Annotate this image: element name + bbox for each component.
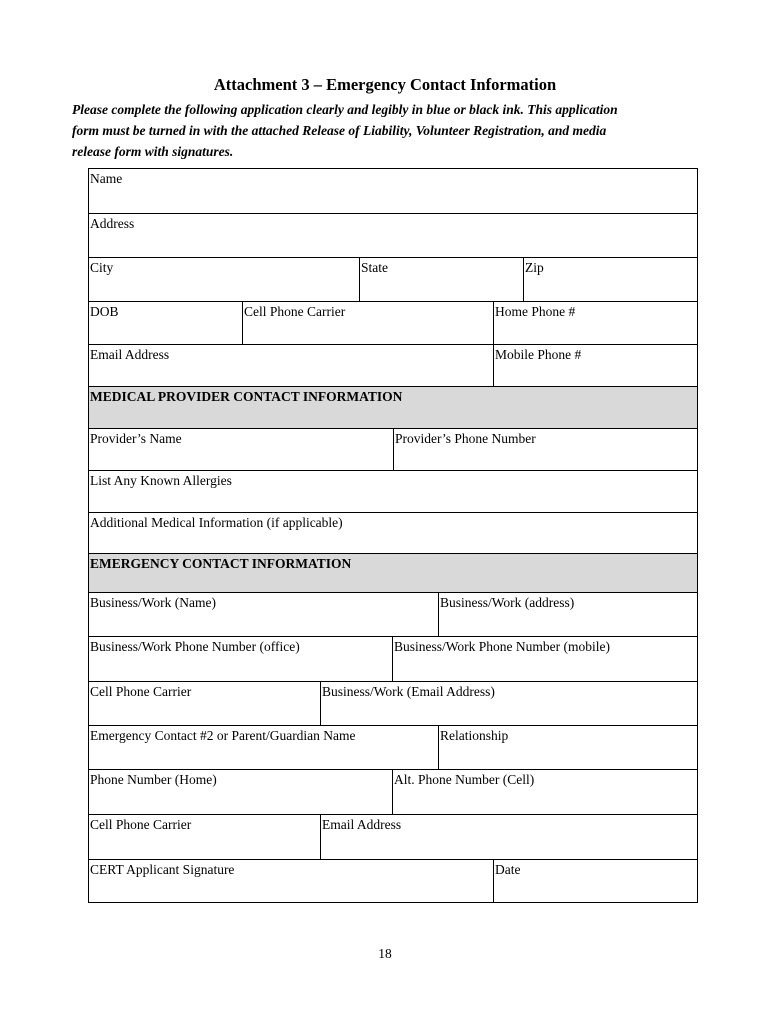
name-field[interactable] — [89, 169, 697, 213]
emergency-cell-carrier-label: Cell Phone Carrier — [90, 684, 192, 699]
address-label: Address — [90, 216, 135, 231]
business-email-field[interactable] — [320, 682, 697, 725]
emergency-email-field[interactable] — [320, 815, 697, 859]
row-signature-date — [89, 859, 697, 903]
emergency-cell-carrier-2-label: Cell Phone Carrier — [90, 817, 192, 832]
business-phone-office-label: Business/Work Phone Number (office) — [90, 639, 300, 654]
row-carrier-email — [89, 814, 697, 859]
cell-phone-carrier-label: Cell Phone Carrier — [244, 304, 346, 319]
allergies-field[interactable] — [89, 471, 697, 512]
relationship-field[interactable] — [438, 726, 697, 769]
providers-name-label: Provider’s Name — [90, 431, 182, 446]
additional-medical-field[interactable] — [89, 513, 697, 553]
providers-phone-field[interactable] — [393, 429, 697, 470]
page-title: Attachment 3 – Emergency Contact Information — [213, 75, 557, 94]
instructions-line-1: Please complete the following application clearly and legibly in blue or black ink. This application — [72, 102, 618, 117]
name-label: Name — [90, 171, 123, 186]
state-label: State — [361, 260, 388, 275]
business-address-label: Business/Work (address) — [440, 595, 575, 610]
instructions — [72, 99, 692, 162]
row-carrier-business-email — [89, 681, 697, 725]
row-address — [89, 213, 697, 257]
business-phone-office-field[interactable] — [89, 637, 392, 681]
row-email-mobile — [89, 344, 697, 386]
email-address-label: Email Address — [90, 347, 170, 362]
medical-section-heading: MEDICAL PROVIDER CONTACT INFORMATION — [90, 389, 403, 404]
emergency-cell-carrier-field[interactable] — [89, 682, 320, 725]
providers-name-field[interactable] — [89, 429, 393, 470]
dob-label: DOB — [90, 304, 119, 319]
emergency-email-label: Email Address — [322, 817, 402, 832]
row-dob-carrier-home — [89, 301, 697, 344]
signature-label: CERT Applicant Signature — [90, 862, 235, 877]
alt-phone-cell-field[interactable] — [392, 770, 697, 814]
city-label: City — [90, 260, 114, 275]
emergency-section-heading: EMERGENCY CONTACT INFORMATION — [90, 556, 352, 571]
row-additional-medical — [89, 512, 697, 553]
emergency-section-heading-row — [89, 553, 697, 592]
relationship-label: Relationship — [440, 728, 509, 743]
row-provider — [89, 428, 697, 470]
alt-phone-cell-label: Alt. Phone Number (Cell) — [394, 772, 535, 787]
row-name — [89, 169, 697, 213]
business-name-label: Business/Work (Name) — [90, 595, 217, 610]
row-business-phones — [89, 636, 697, 681]
instructions-line-2: form must be turned in with the attached Release of Liability, Volunteer Registration, and media — [72, 123, 607, 138]
email-address-field[interactable] — [89, 345, 493, 386]
address-field[interactable] — [89, 214, 697, 257]
mobile-phone-label: Mobile Phone # — [495, 347, 582, 362]
business-phone-mobile-field[interactable] — [392, 637, 697, 681]
additional-medical-label: Additional Medical Information (if applicable) — [90, 515, 343, 530]
contact2-name-field[interactable] — [89, 726, 438, 769]
row-home-alt-phone — [89, 769, 697, 814]
emergency-contact-form — [88, 168, 698, 903]
mobile-phone-field[interactable] — [493, 345, 697, 386]
page-number: 18 — [378, 946, 392, 961]
emergency-cell-carrier-2-field[interactable] — [89, 815, 320, 859]
instructions-line-3: release form with signatures. — [72, 144, 234, 159]
phone-home-field[interactable] — [89, 770, 392, 814]
medical-section-heading-row — [89, 386, 697, 428]
home-phone-field[interactable] — [493, 302, 697, 344]
row-contact2-relationship — [89, 725, 697, 769]
zip-label: Zip — [525, 260, 544, 275]
cell-phone-carrier-field[interactable] — [242, 302, 493, 344]
phone-home-label: Phone Number (Home) — [90, 772, 217, 787]
business-address-field[interactable] — [438, 593, 697, 636]
providers-phone-label: Provider’s Phone Number — [395, 431, 536, 446]
row-city-state-zip — [89, 257, 697, 301]
business-email-label: Business/Work (Email Address) — [322, 684, 495, 699]
signature-field[interactable] — [89, 860, 493, 903]
city-field[interactable] — [89, 258, 359, 301]
home-phone-label: Home Phone # — [495, 304, 576, 319]
zip-field[interactable] — [523, 258, 697, 301]
row-business-name-address — [89, 592, 697, 636]
business-name-field[interactable] — [89, 593, 438, 636]
business-phone-mobile-label: Business/Work Phone Number (mobile) — [394, 639, 611, 654]
state-field[interactable] — [359, 258, 523, 301]
row-allergies — [89, 470, 697, 512]
dob-field[interactable] — [89, 302, 242, 344]
date-field[interactable] — [493, 860, 697, 903]
allergies-label: List Any Known Allergies — [90, 473, 232, 488]
date-label: Date — [495, 862, 521, 877]
contact2-name-label: Emergency Contact #2 or Parent/Guardian Name — [90, 728, 356, 743]
